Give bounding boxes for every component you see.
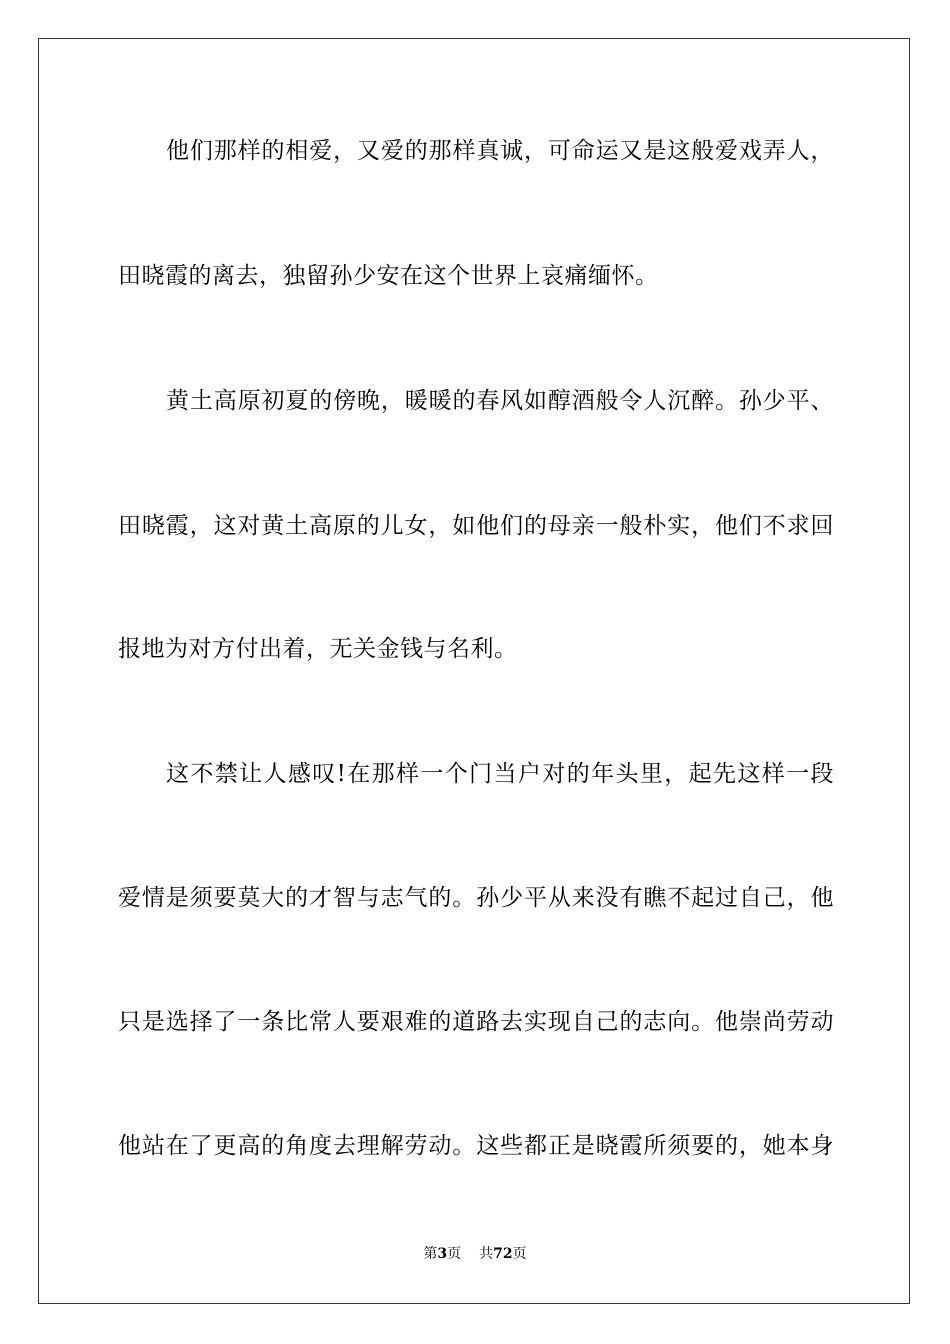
page-prefix: 第 bbox=[423, 1246, 438, 1262]
text-line-7: 爱情是须要莫大的才智与志气的。孙少平从来没有瞧不起过自己，他 bbox=[118, 885, 834, 911]
total-suffix: 页 bbox=[512, 1246, 527, 1262]
total-prefix: 共 bbox=[479, 1246, 494, 1262]
text-line-9: 他站在了更高的角度去理解劳动。这些都正是晓霞所须要的，她本身 bbox=[118, 1133, 834, 1159]
text-line-1: 他们那样的相爱，又爱的那样真诚，可命运又是这般爱戏弄人， bbox=[166, 138, 834, 164]
text-line-4: 田晓霞，这对黄土高原的儿女，如他们的母亲一般朴实，他们不求回 bbox=[118, 513, 834, 539]
page-footer bbox=[0, 1244, 950, 1264]
page-number: 3 bbox=[437, 1246, 448, 1262]
page-suffix: 页 bbox=[447, 1246, 462, 1262]
text-line-3: 黄土高原初夏的傍晚，暖暖的春风如醇酒般令人沉醉。孙少平、 bbox=[166, 388, 834, 414]
text-line-8: 只是选择了一条比常人要艰难的道路去实现自己的志向。他崇尚劳动 bbox=[118, 1009, 834, 1035]
total-pages: 72 bbox=[493, 1246, 513, 1262]
page-border bbox=[38, 38, 910, 1304]
text-line-6: 这不禁让人感叹!在那样一个门当户对的年头里，起先这样一段 bbox=[166, 761, 834, 787]
text-line-2: 田晓霞的离去，独留孙少安在这个世界上哀痛缅怀。 bbox=[118, 263, 659, 289]
text-line-5: 报地为对方付出着，无关金钱与名利。 bbox=[118, 636, 518, 662]
